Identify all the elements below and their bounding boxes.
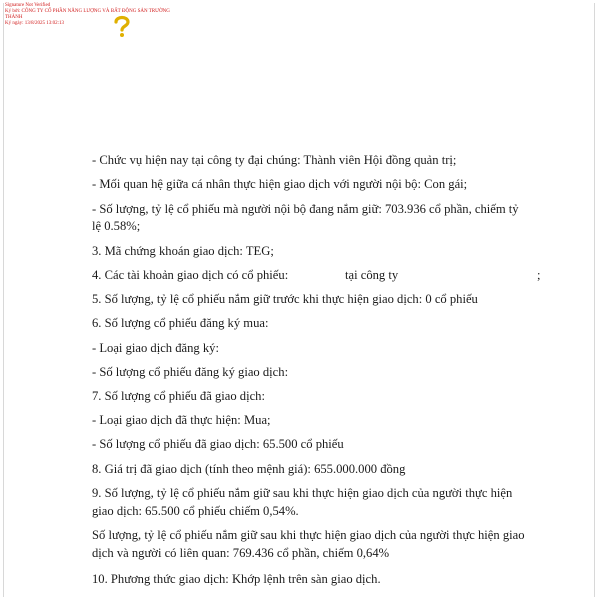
line-traded-count: - Số lượng cổ phiếu đã giao dịch: 65.500 cổ phiếu: [92, 437, 344, 451]
signature-date: Ký ngày: 13/8/2025 13:02:13: [5, 21, 65, 26]
line-position: - Chức vụ hiện nay tại công ty đại chúng: Thành viên Hội đồng quản trị;: [92, 153, 457, 167]
signature-signed-by-cont: THÀNH: [5, 15, 23, 20]
line-holding-before: 5. Số lượng, tỷ lệ cổ phiếu nắm giữ trước khi thực hiện giao dịch: 0 cổ phiếu: [92, 292, 478, 306]
line-holding-after-cont: giao dịch: 65.500 cổ phiếu chiếm 0,54%.: [92, 504, 299, 518]
line-ticker: 3. Mã chứng khoán giao dịch: TEG;: [92, 244, 274, 258]
line-relationship: - Mối quan hệ giữa cá nhân thực hiện giao dịch với người nội bộ: Con gái;: [92, 177, 468, 191]
line-accounts-end: ;: [537, 268, 541, 282]
line-insider-holding: - Số lượng, tỷ lệ cổ phiếu mà người nội bộ đang nắm giữ: 703.936 cổ phần, chiếm tỷ: [92, 202, 519, 216]
line-traded-type: - Loại giao dịch đã thực hiện: Mua;: [92, 413, 271, 427]
line-registered-type: - Loại giao dịch đăng ký:: [92, 341, 219, 355]
line-accounts-company: tại công ty: [345, 268, 399, 282]
signature-status: Signature Not Verified: [5, 3, 51, 8]
line-holding-after: 9. Số lượng, tỷ lệ cổ phiếu nắm giữ sau khi thực hiện giao dịch của người thực hiện: [92, 486, 513, 500]
line-traded-qty: 7. Số lượng cổ phiếu đã giao dịch:: [92, 389, 265, 403]
signature-signed-by: Ký bởi: CÔNG TY CỔ PHẦN NĂNG LƯỢNG VÀ BẤT ĐỘNG SẢN TRƯỜNG: [5, 9, 170, 14]
line-registered-count: - Số lượng cổ phiếu đăng ký giao dịch:: [92, 365, 289, 379]
line-accounts: 4. Các tài khoản giao dịch có cổ phiếu:: [92, 268, 289, 282]
line-registered-qty: 6. Số lượng cổ phiếu đăng ký mua:: [92, 316, 269, 330]
line-holding-after-related-cont: dịch và người có liên quan: 769.436 cổ phần, chiếm 0,64%: [92, 546, 390, 560]
line-method: 10. Phương thức giao dịch: Khớp lệnh trên sàn giao dịch.: [92, 572, 381, 586]
line-traded-value: 8. Giá trị đã giao dịch (tính theo mệnh giá): 655.000.000 đồng: [92, 462, 406, 476]
line-holding-after-related: Số lượng, tỷ lệ cổ phiếu nắm giữ sau khi thực hiện giao dịch của người thực hiện giao: [92, 528, 525, 542]
line-insider-holding-cont: lệ 0.58%;: [92, 219, 141, 233]
